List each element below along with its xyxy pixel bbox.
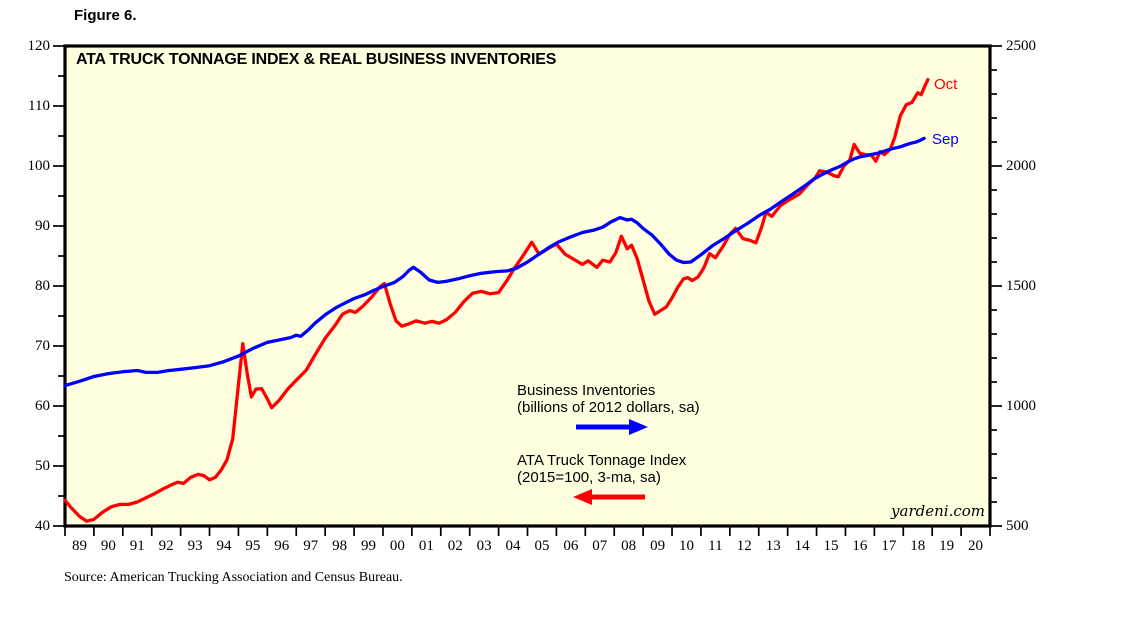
legend-business-inventories	[517, 382, 700, 416]
left-axis-tick-label: 50	[35, 458, 50, 474]
left-axis-tick-label: 110	[28, 98, 50, 114]
x-axis-tick-label: 94	[216, 538, 232, 554]
right-axis-tick-label: 1000	[1006, 398, 1036, 414]
right-axis-tick-label: 500	[1006, 518, 1029, 534]
x-axis-tick-label: 97	[303, 538, 319, 554]
x-axis-tick-label: 03	[476, 538, 492, 554]
left-axis-tick-label: 100	[27, 158, 50, 174]
x-axis-tick-label: 17	[881, 538, 897, 554]
x-axis-tick-label: 05	[534, 538, 550, 554]
x-axis-tick-label: 95	[245, 538, 261, 554]
x-axis-tick-label: 00	[389, 538, 405, 554]
x-axis-tick-label: 93	[187, 538, 203, 554]
x-axis-tick-label: 91	[129, 538, 145, 554]
x-axis-tick-label: 09	[650, 538, 666, 554]
right-axis-tick-label: 2500	[1006, 38, 1036, 54]
left-axis-tick-label: 90	[35, 218, 50, 234]
x-axis-tick-label: 99	[361, 538, 377, 554]
left-axis-tick-label: 120	[27, 38, 50, 54]
x-axis-tick-label: 14	[794, 538, 810, 554]
chart-title: ATA TRUCK TONNAGE INDEX & REAL BUSINESS INVENTORIES	[76, 51, 557, 68]
x-axis-tick-label: 02	[447, 538, 463, 554]
x-axis-tick-label: 96	[274, 538, 290, 554]
series-end-label-sep: Sep	[932, 131, 959, 148]
right-axis-tick-label: 2000	[1006, 158, 1036, 174]
left-axis-tick-label: 40	[35, 518, 50, 534]
watermark: yardeni.com	[891, 502, 985, 520]
x-axis-tick-label: 13	[765, 538, 781, 554]
x-axis-tick-label: 11	[708, 538, 723, 554]
x-axis-tick-label: 20	[968, 538, 984, 554]
x-axis-tick-label: 18	[910, 538, 926, 554]
x-axis-tick-label: 10	[678, 538, 694, 554]
legend-blue-line1: Business Inventories	[517, 382, 656, 399]
x-axis-tick-label: 98	[332, 538, 348, 554]
series-end-label-oct: Oct	[934, 76, 958, 93]
legend-blue-line2: (billions of 2012 dollars, sa)	[517, 399, 700, 416]
legend-red-line1: ATA Truck Tonnage Index	[517, 452, 687, 469]
left-axis-tick-label: 70	[35, 338, 50, 354]
legend-truck-tonnage	[517, 452, 686, 486]
x-axis-tick-label: 07	[592, 538, 608, 554]
left-axis-tick-label: 60	[35, 398, 50, 414]
source-note: Source: American Trucking Association and Census Bureau.	[64, 570, 403, 585]
x-axis-tick-label: 90	[100, 538, 116, 554]
right-axis-tick-label: 1500	[1006, 278, 1036, 294]
x-axis-tick-label: 06	[563, 538, 579, 554]
x-axis-tick-label: 16	[852, 538, 868, 554]
x-axis-tick-label: 12	[736, 538, 752, 554]
left-axis-tick-label: 80	[35, 278, 50, 294]
x-axis-tick-label: 04	[505, 538, 521, 554]
x-axis-tick-label: 89	[71, 538, 87, 554]
x-axis-tick-label: 08	[621, 538, 637, 554]
x-axis-tick-label: 19	[939, 538, 955, 554]
figure-label: Figure 6.	[74, 7, 137, 24]
x-axis-tick-label: 01	[418, 538, 434, 554]
legend-red-line2: (2015=100, 3-ma, sa)	[517, 469, 661, 486]
x-axis-tick-label: 92	[158, 538, 174, 554]
x-axis-tick-label: 15	[823, 538, 839, 554]
